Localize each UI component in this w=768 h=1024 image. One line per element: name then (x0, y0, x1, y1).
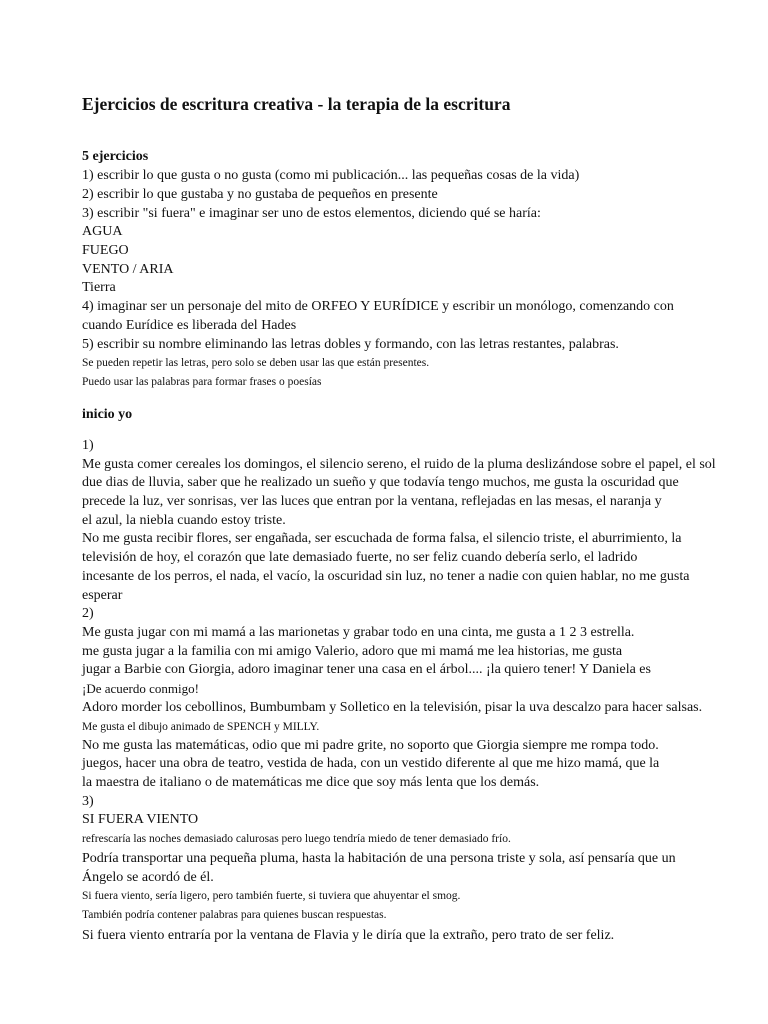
paragraph-line: refrescaría las noches demasiado calurosas pero luego tendría miedo de tener demasiado frío. (82, 833, 511, 845)
answer-3-number: 3) (82, 794, 94, 809)
paragraph-line: jugar a Barbie con Giorgia, adoro imaginar tener una casa en el árbol.... ¡la quiero tener! Y Daniela es (82, 662, 651, 677)
exercise-1: 1) escribir lo que gusta o no gusta (como mi publicación... las pequeñas cosas de la vida) (82, 168, 580, 183)
paragraph-line: el azul, la niebla cuando estoy triste. (82, 513, 286, 528)
paragraph-line: juegos, hacer una obra de teatro, vestida de hada, con un vestido diferente al que me hizo mamá, que la (82, 756, 660, 771)
paragraph-line: precede la luz, ver sonrisas, ver las luces que entran por la ventana, reflejadas en las mesas, el naranja y (82, 494, 662, 509)
exercise-4: 4) imaginar ser un personaje del mito de ORFEO Y EURÍDICE y escribir un monólogo, comenzando con (82, 299, 674, 314)
paragraph-line: televisión de hoy, el corazón que late demasiado fuerte, no ser feliz cuando debería serlo, el ladrido (82, 550, 638, 565)
paragraph-line: Me gusta jugar con mi mamá a las marionetas y grabar todo en una cinta, me gusta a 1 2 3 estrella. (82, 625, 635, 640)
answer-3-heading: SI FUERA VIENTO (82, 812, 199, 827)
paragraph-line: incesante de los perros, el nada, el vacío, la oscuridad sin luz, no tener a nadie con quien hablar, no me gusta (82, 569, 690, 584)
paragraph-line: No me gusta las matemáticas, odio que mi padre grite, no soporto que Giorgia siempre me rompa todo. (82, 738, 659, 753)
paragraph-line: Si fuera viento, sería ligero, pero también fuerte, si tuviera que ahuyentar el smog. (82, 890, 461, 902)
element-air: VENTO / ARIA (82, 262, 174, 277)
answer-2-number: 2) (82, 606, 94, 621)
answer-1-number: 1) (82, 438, 94, 453)
paragraph-line: También podría contener palabras para quienes buscan respuestas. (82, 909, 387, 921)
paragraph-line: Me gusta comer cereales los domingos, el silencio sereno, el ruido de la pluma deslizándose sobre el papel, el sol (82, 457, 716, 472)
paragraph-line: la maestra de italiano o de matemáticas me dice que soy más lenta que los demás. (82, 775, 540, 790)
element-earth: Tierra (82, 280, 116, 295)
element-fire: FUEGO (82, 243, 129, 258)
exercise-4-continued: cuando Eurídice es liberada del Hades (82, 318, 297, 333)
paragraph-line: me gusta jugar a la familia con mi amigo Valerio, adoro que mi mamá me lea historias, me gusta (82, 644, 623, 659)
paragraph-line: Adoro morder los cebollinos, Bumbumbam y Solletico en la televisión, pisar la uva descalzo para hacer salsas. (82, 700, 703, 715)
paragraph-line: Si fuera viento entraría por la ventana de Flavia y le diría que la extraño, pero trato de ser feliz. (82, 928, 615, 943)
exercise-5-note-2: Puedo usar las palabras para formar frases o poesías (82, 376, 322, 388)
exercise-5-note: Se pueden repetir las letras, pero solo se deben usar las que están presentes. (82, 357, 430, 369)
paragraph-line: due dias de lluvia, saber que he realizado un sueño y que todavía tengo muchos, me gusta la oscuridad que (82, 475, 679, 490)
paragraph-line: No me gusta recibir flores, ser engañada, ser escuchada de forma falsa, el silencio triste, el aburrimiento, la (82, 531, 682, 546)
paragraph-line: esperar (82, 588, 123, 603)
paragraph-line: Podría transportar una pequeña pluma, hasta la habitación de una persona triste y sola, así pensaría que un (82, 851, 676, 866)
exercise-5: 5) escribir su nombre eliminando las letras dobles y formando, con las letras restantes, palabras. (82, 337, 619, 352)
element-water: AGUA (82, 224, 123, 239)
section-heading-inicio: inicio yo (82, 407, 133, 422)
exercise-3: 3) escribir "si fuera" e imaginar ser uno de estos elementos, diciendo qué se haría: (82, 206, 541, 221)
exercise-2: 2) escribir lo que gustaba y no gustaba de pequeños en presente (82, 187, 438, 202)
document-title: Ejercicios de escritura creativa - la terapia de la escritura (82, 94, 511, 114)
paragraph-line: ¡De acuerdo conmigo! (82, 681, 199, 696)
section-heading-exercises: 5 ejercicios (82, 149, 149, 164)
paragraph-line: Me gusta el dibujo animado de SPENCH y MILLY. (82, 721, 320, 733)
paragraph-line: Ángelo se acordó de él. (82, 870, 214, 885)
